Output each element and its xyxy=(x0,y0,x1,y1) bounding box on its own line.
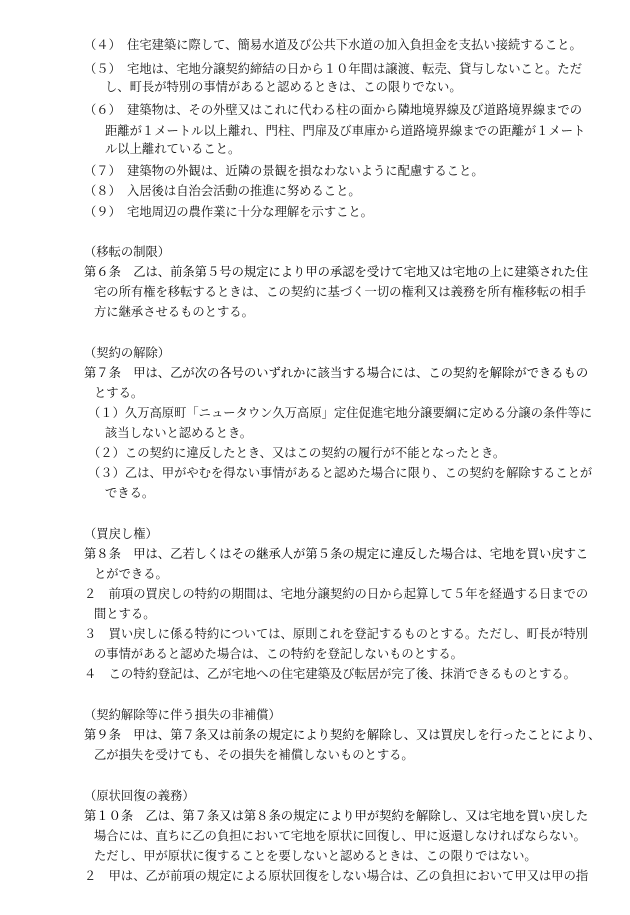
article-8-continuation: とができる。 xyxy=(94,567,168,581)
article-6-continuation-1: 宅の所有権を移転するときは、この契約に基づく一切の権利又は義務を所有権移転の相手 xyxy=(94,285,586,299)
article-7-item-1-continuation: 該当しないと認めるとき。 xyxy=(105,426,253,440)
article-9-continuation: 乙が損失を受けても、その損失を補償しないものとする。 xyxy=(94,748,414,762)
article-10-paragraph-2: ２ 甲は、乙が前項の規定による原状回復をしない場合は、乙の負担において甲又は甲の指 xyxy=(84,869,589,883)
article-6-continuation-2: 方に継承させるものとする。 xyxy=(94,305,254,319)
heading-contract-cancellation: （契約の解除） xyxy=(84,346,171,360)
item-6-continuation-1: 距離が１メートル以上離れ、門柱、門扉及び車庫から道路境界線までの距離が１メート xyxy=(105,124,586,138)
article-7-item-3-continuation: できる。 xyxy=(105,486,155,500)
heading-non-compensation: （契約解除等に伴う損失の非補償） xyxy=(84,708,281,722)
item-4: （４） 住宅建築に際して、簡易水道及び公共下水道の加入負担金を支払い接続すること。 xyxy=(84,38,582,52)
article-8-paragraph-2-continuation: 間とする。 xyxy=(94,607,156,621)
heading-repurchase-right: （買戻し権） xyxy=(84,527,158,541)
article-8-paragraph-3: ３ 買い戻しに係る特約については、原則これを登記するものとする。ただし、町長が特別 xyxy=(84,627,588,641)
article-10-continuation-2: ただし、甲が原状に復することを要しないと認めるときは、この限りではない。 xyxy=(94,849,537,863)
article-7: 第７条 甲は、乙が次の各号のいずれかに該当する場合には、この契約を解除ができるもの xyxy=(84,366,589,380)
article-7-item-1: （１）久万高原町「ニュータウン久万高原」定住促進宅地分譲要綱に定める分譲の条件等に xyxy=(88,406,593,420)
item-6-continuation-2: ル以上離れていること。 xyxy=(105,142,241,156)
article-10: 第１０条 乙は、第７条又は第８条の規定により甲が契約を解除し、又は宅地を買い戻した xyxy=(84,809,589,823)
article-8: 第８条 甲は、乙若しくはその継承人が第５条の規定に違反した場合は、宅地を買い戻すこ xyxy=(84,547,589,561)
item-7: （７） 建築物の外観は、近隣の景観を損なわないように配慮すること。 xyxy=(84,164,484,178)
item-5: （５） 宅地は、宅地分譲契約締結の日から１０年間は譲渡、転売、貸与しないこと。ただ xyxy=(84,62,583,76)
article-7-continuation: とする。 xyxy=(94,386,144,400)
article-10-continuation-1: 場合には、直ちに乙の負担において宅地を原状に回復し、甲に返還しなければならない。 xyxy=(94,829,586,843)
item-8: （８） 入居後は自治会活動の推進に努めること。 xyxy=(84,184,361,198)
article-7-item-2: （２）この契約に違反したとき、又はこの契約の履行が不能となったとき。 xyxy=(88,446,506,460)
article-8-paragraph-2: ２ 前項の買戻しの特約の期間は、宅地分譲契約の日から起算して５年を経過する日までの xyxy=(84,587,589,601)
item-5-continuation: し、町長が特別の事情があると認めるときは、この限りでない。 xyxy=(105,80,462,94)
heading-restoration-duty: （原状回復の義務） xyxy=(84,789,195,803)
item-9: （９） 宅地周辺の農作業に十分な理解を示すこと。 xyxy=(84,205,373,219)
article-9: 第９条 甲は、第７条又は前条の規定により契約を解除し、又は買戻しを行ったことにより、 xyxy=(84,728,601,742)
article-6: 第６条 乙は、前条第５号の規定により甲の承認を受けて宅地又は宅地の上に建築された住 xyxy=(84,265,589,279)
article-8-paragraph-3-continuation: の事情があると認めた場合は、この特約を登記しないものとする。 xyxy=(94,647,463,661)
article-8-paragraph-4: ４ この特約登記は、乙が宅地への住宅建築及び転居が完了後、抹消できるものとする。 xyxy=(84,667,576,681)
article-7-item-3: （３）乙は、甲がやむを得ない事情があると認めた場合に限り、この契約を解除することが xyxy=(88,466,593,480)
heading-transfer-restriction: （移転の制限） xyxy=(84,245,171,259)
item-6: （６） 建築物は、その外壁又はこれに代わる柱の面から隣地境界線及び道路境界線までの xyxy=(84,103,583,117)
